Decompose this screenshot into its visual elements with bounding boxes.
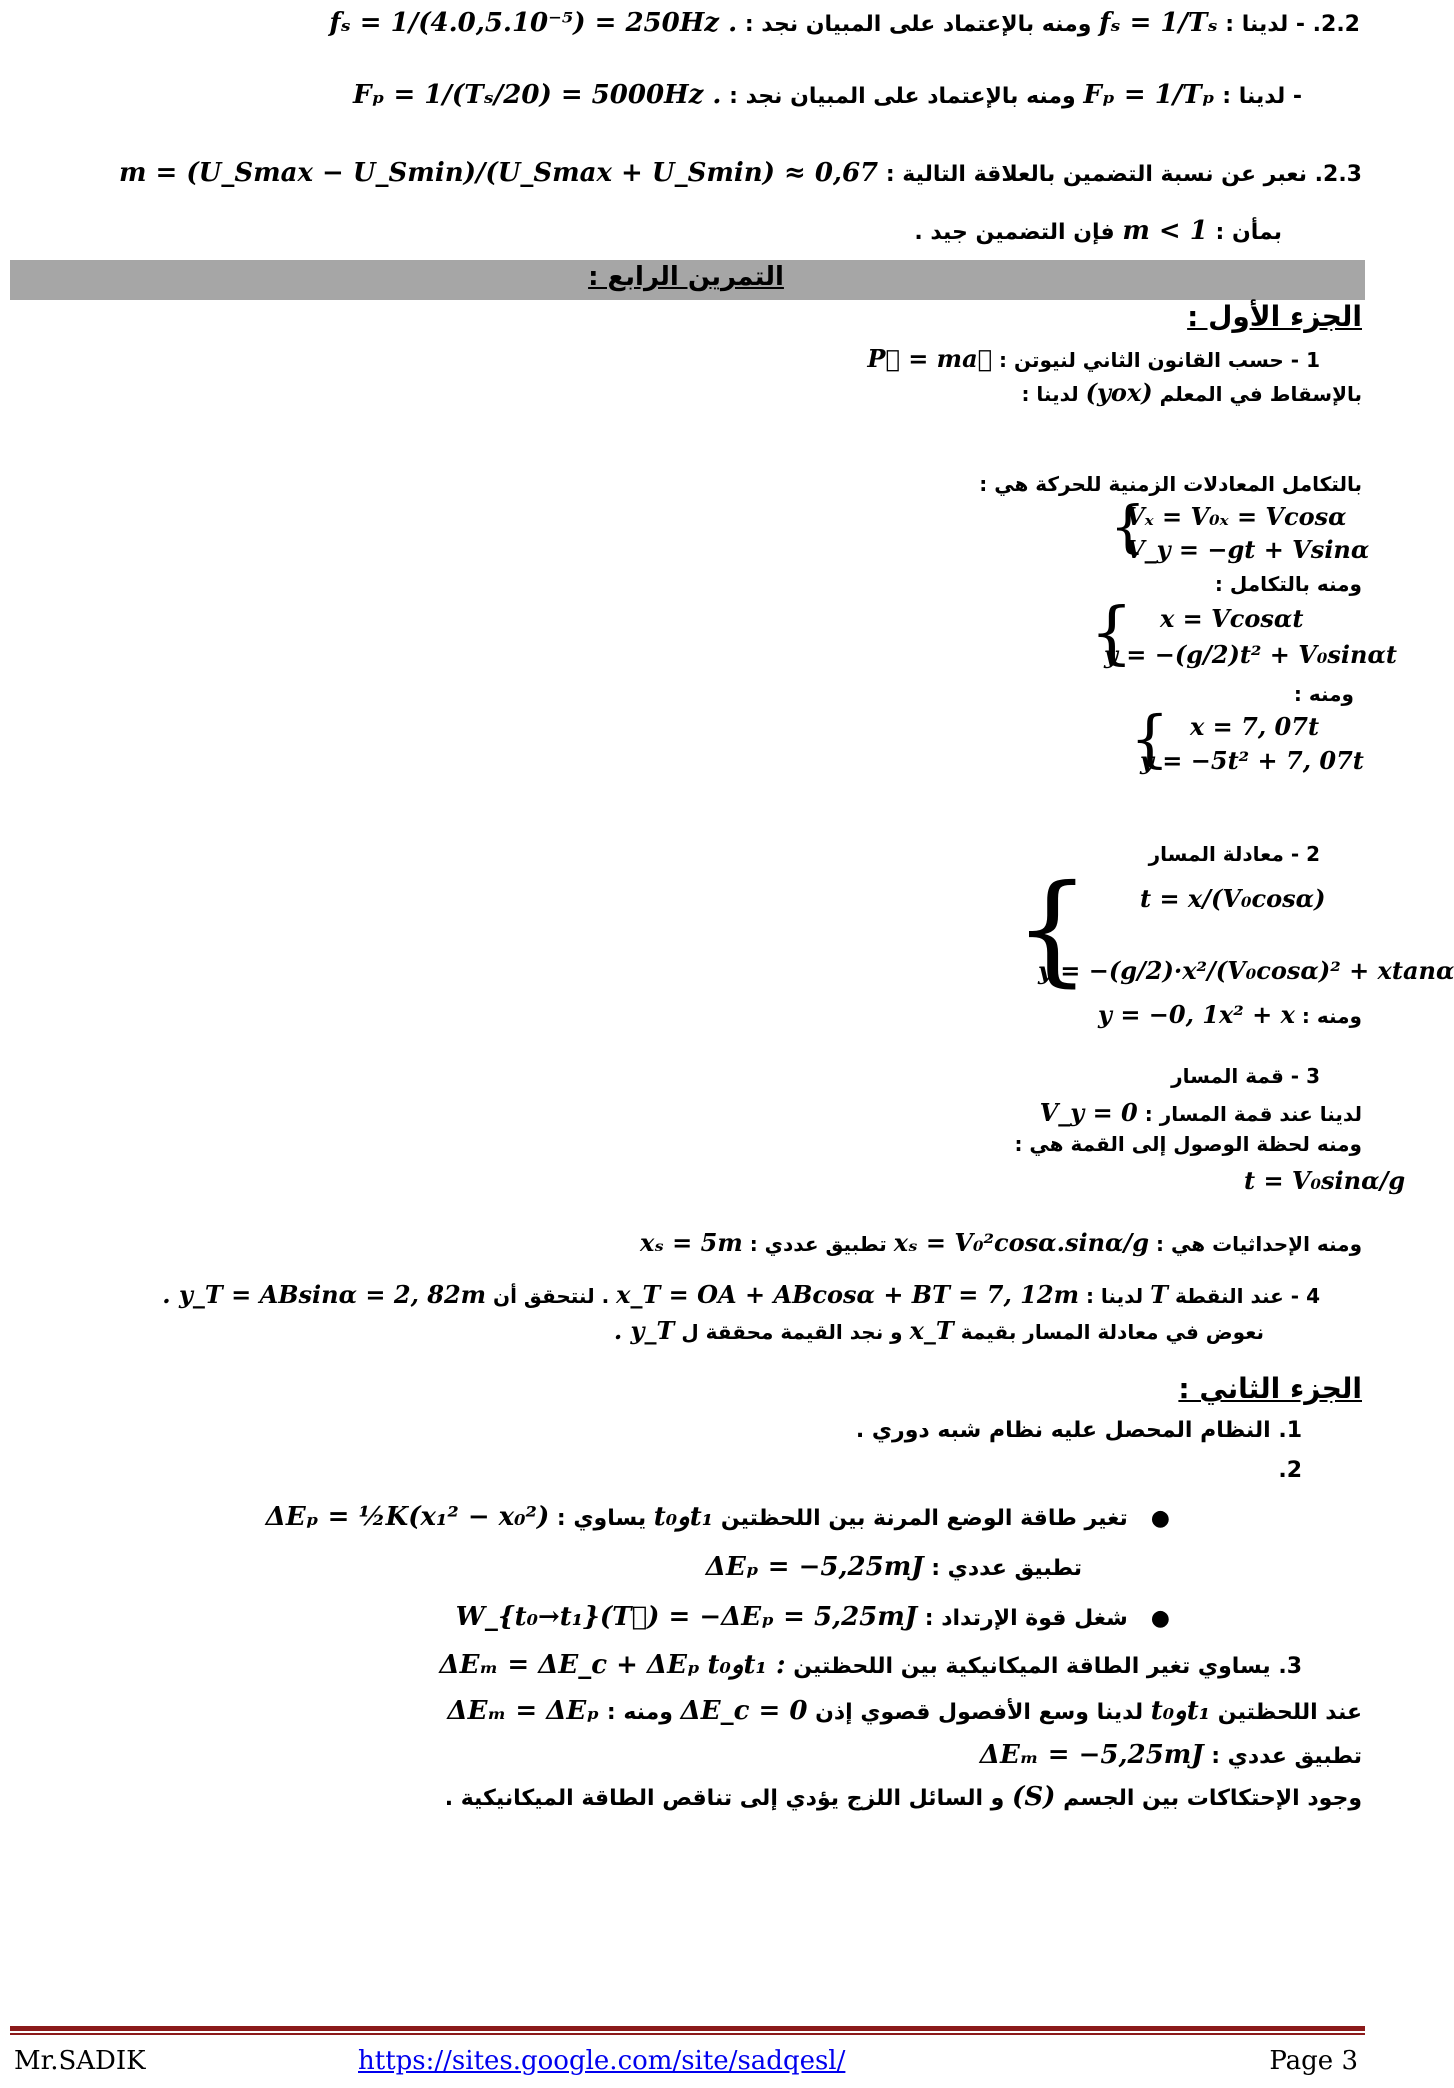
footer-divider bbox=[10, 2026, 1365, 2031]
text: لدينا : bbox=[1021, 382, 1079, 406]
thus-line: ومنه : bbox=[1293, 682, 1354, 706]
formula: Fₚ = 1/(Tₛ/20) = 5000Hz . bbox=[353, 80, 722, 110]
section-title: التمرين الرابع : bbox=[588, 262, 784, 292]
formula: ΔEₘ = ΔEₚ bbox=[447, 1696, 600, 1726]
footer-author: Mr.SADIK bbox=[14, 2046, 146, 2076]
formula: x_T = OA + ABcosα + BT = 7, 12m bbox=[616, 1280, 1079, 1309]
formula: Fₚ = 1/Tₚ bbox=[1083, 80, 1215, 110]
brace-velocity: { bbox=[1110, 495, 1146, 560]
formula: m < 1 bbox=[1122, 216, 1208, 246]
line-fs bbox=[329, 8, 1360, 38]
eq-y: y = −(g/2)t² + V₀sinαt bbox=[1104, 640, 1398, 669]
text: عند اللحظتين bbox=[1217, 1700, 1362, 1725]
text: ومنه الإحداثيات هي : bbox=[1156, 1232, 1362, 1256]
eq-vx: Vₓ = V₀ₓ = Vcosα bbox=[1126, 502, 1347, 531]
formula: xₛ = V₀²cosα.sinα/g bbox=[893, 1228, 1150, 1257]
bullet-work bbox=[456, 1602, 1170, 1632]
text: بالتكامل المعادلات الزمنية للحركة هي : bbox=[979, 472, 1362, 496]
formula: fₛ = 1/Tₛ bbox=[1099, 8, 1218, 38]
formula: fₛ = 1/(4.0,5.10⁻⁵) = 250Hz . bbox=[329, 8, 738, 38]
text: ومنه بالإعتماد على المبيان نجد : bbox=[729, 84, 1076, 109]
numeric-elastic bbox=[706, 1552, 1082, 1582]
trajectory-result bbox=[1098, 1000, 1362, 1029]
newton-line bbox=[867, 344, 1320, 373]
text: و نجد القيمة محققة ل bbox=[681, 1320, 903, 1344]
formula: P⃗ = ma⃗ bbox=[867, 344, 993, 373]
integration-line bbox=[979, 472, 1362, 496]
text: نعوض في معادلة المسار بقيمة bbox=[960, 1320, 1264, 1344]
footer-link[interactable]: https://sites.google.com/site/sadqesl/ bbox=[358, 2046, 846, 2076]
bullet-elastic-energy bbox=[266, 1502, 1170, 1532]
bullet-icon: ● bbox=[1135, 1606, 1170, 1631]
q2-line: 2. bbox=[1278, 1458, 1302, 1483]
text: ومنه : bbox=[1301, 1004, 1362, 1028]
text: و السائل اللزج يؤدي إلى تناقص الطاقة الميكانيكية . bbox=[444, 1786, 1005, 1811]
text: بالإسقاط في المعلم bbox=[1159, 382, 1362, 406]
text: فإن التضمين جيد . bbox=[914, 220, 1115, 245]
text: شغل قوة الإرتداد : bbox=[924, 1606, 1128, 1631]
eq-x: x = Vcosαt bbox=[1160, 604, 1304, 633]
text: ومنه بالإعتماد على المبيان نجد : bbox=[744, 12, 1092, 37]
formula: (S) bbox=[1012, 1782, 1056, 1812]
coordinates-line bbox=[640, 1228, 1362, 1257]
formula: x_T bbox=[909, 1316, 954, 1345]
eq-y-num: y = −5t² + 7, 07t bbox=[1140, 746, 1364, 775]
formula: V_y = 0 bbox=[1039, 1098, 1138, 1127]
verify-line bbox=[614, 1316, 1264, 1345]
brace-trajectory: { bbox=[1014, 860, 1091, 999]
text: . لنتحقق أن bbox=[493, 1284, 610, 1308]
text: لدينا عند قمة المسار : bbox=[1144, 1102, 1362, 1126]
line-conclusion bbox=[914, 216, 1282, 246]
q1-line: 1. النظام المحصل عليه نظام شبه دوري . bbox=[855, 1418, 1302, 1443]
formula: ΔEₘ = −5,25mJ bbox=[979, 1740, 1204, 1770]
text: يساوي : bbox=[556, 1506, 647, 1531]
bullet-icon: ● bbox=[1135, 1506, 1170, 1531]
text: 3. يساوي تغير الطاقة الميكانيكية بين اللحظتين bbox=[793, 1654, 1302, 1679]
footer-page-number: Page 3 bbox=[1269, 2046, 1358, 2076]
text: - لدينا : bbox=[1222, 84, 1302, 109]
summit-condition bbox=[1040, 1098, 1362, 1127]
trajectory-title: 2 - معادلة المسار bbox=[1148, 842, 1320, 866]
formula: (yox) bbox=[1085, 378, 1153, 407]
summit-time-line: ومنه لحظة الوصول إلى القمة هي : bbox=[1014, 1132, 1362, 1156]
text: وجود الإحتكاكات بين الجسم bbox=[1063, 1786, 1362, 1811]
text: تطبيق عددي : bbox=[1211, 1744, 1362, 1769]
q3b-line bbox=[447, 1696, 1362, 1726]
text: تطبيق عددي : bbox=[749, 1232, 887, 1256]
eq-t: t = x/(V₀cosα) bbox=[1140, 884, 1326, 913]
text: 1 - حسب القانون الثاني لنيوتن : bbox=[999, 348, 1320, 372]
line-fp bbox=[353, 80, 1302, 110]
text: تطبيق عددي : bbox=[931, 1556, 1082, 1581]
formula: t₀وt₁ bbox=[653, 1502, 714, 1532]
part2-title: الجزء الثاني : bbox=[1178, 1372, 1362, 1405]
formula: ΔEₘ = ΔE_c + ΔEₚ bbox=[439, 1650, 700, 1680]
text: 2.2. - لدينا : bbox=[1225, 12, 1360, 37]
eq-ts: t = V₀sinα/g bbox=[1244, 1166, 1406, 1195]
formula: y_T . bbox=[613, 1316, 675, 1345]
formula: T bbox=[1150, 1280, 1168, 1309]
brace-position: { bbox=[1090, 594, 1134, 673]
text: ومنه : bbox=[606, 1700, 673, 1725]
q3d-line bbox=[445, 1782, 1362, 1812]
formula: y_T = ABsinα = 2, 82m . bbox=[162, 1280, 487, 1309]
eq-trajectory: y = −(g/2)·x²/(V₀cosα)² + xtanα bbox=[1038, 956, 1454, 985]
formula: m = (U_Smax − U_Smin)/(U_Smax + U_Smin) ≈ 0,67 bbox=[118, 158, 879, 188]
formula: t₀وt₁ : bbox=[707, 1650, 786, 1680]
text: 4 - عند النقطة bbox=[1174, 1284, 1320, 1308]
text: لدينا : bbox=[1085, 1284, 1144, 1308]
eq-x-num: x = 7, 07t bbox=[1190, 712, 1320, 741]
q3-line bbox=[439, 1650, 1302, 1680]
text: تغير طاقة الوضع المرنة بين اللحظتين bbox=[720, 1506, 1128, 1531]
eq-vy: V_y = −gt + Vsinα bbox=[1126, 535, 1370, 564]
formula: ΔE_c = 0 bbox=[680, 1696, 808, 1726]
formula: ΔEₚ = −5,25mJ bbox=[705, 1552, 924, 1582]
text: بمأن : bbox=[1215, 220, 1282, 245]
summit-title: 3 - قمة المسار bbox=[1171, 1064, 1320, 1088]
line-modulation bbox=[119, 158, 1362, 188]
text: 2.3. نعبر عن نسبة التضمين بالعلاقة التالية : bbox=[885, 162, 1362, 187]
projection-line bbox=[1021, 378, 1362, 407]
formula: W_{t₀→t₁}(T⃗) = −ΔEₚ = 5,25mJ bbox=[455, 1602, 918, 1632]
formula: y = −0, 1x² + x bbox=[1098, 1000, 1295, 1029]
part1-title: الجزء الأول : bbox=[1187, 300, 1362, 333]
formula: ΔEₚ = ½K(x₁² − x₀²) bbox=[265, 1502, 550, 1532]
q3c-line bbox=[980, 1740, 1362, 1770]
text: لدينا وسع الأفصول قصوي إذن bbox=[815, 1700, 1144, 1725]
formula: xₛ = 5m bbox=[640, 1228, 743, 1257]
integration-line-2: ومنه بالتكامل : bbox=[1214, 572, 1362, 596]
formula: t₀وt₁ bbox=[1150, 1696, 1211, 1726]
footer-divider-thin bbox=[10, 2033, 1365, 2035]
point-t-line bbox=[162, 1280, 1320, 1309]
brace-numeric: { bbox=[1130, 702, 1170, 775]
